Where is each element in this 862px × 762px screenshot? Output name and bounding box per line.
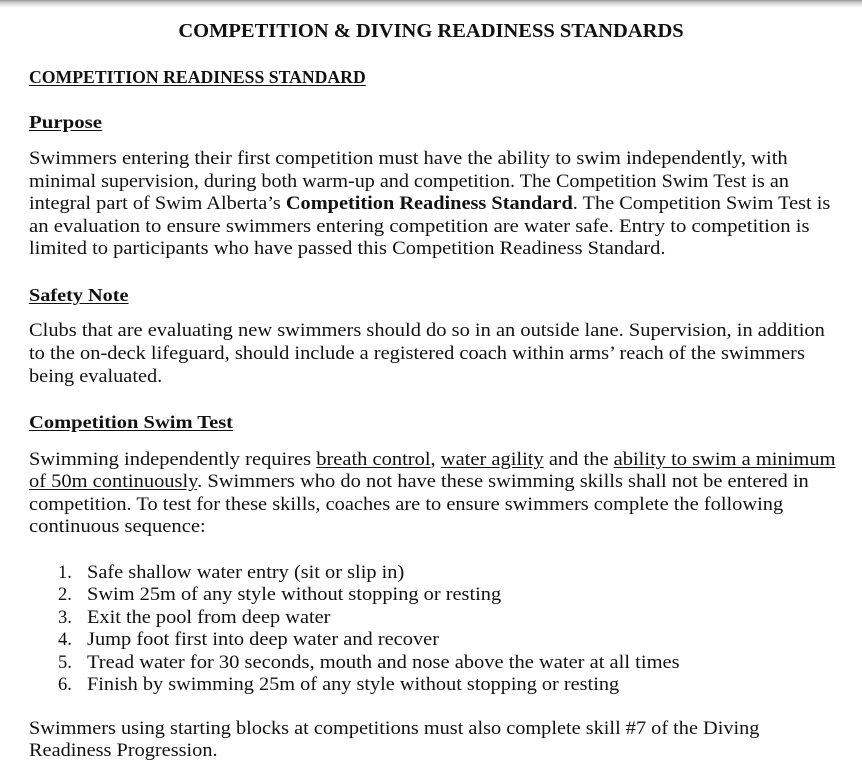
safety-note-line: being evaluated. (29, 367, 163, 387)
viewer-top-shadow (0, 0, 862, 8)
purpose-line: an evaluation to ensure swimmers entering competition are water safe. Entry to competition is (29, 217, 810, 237)
safety-note-line: to the on-deck lifeguard, should include a registered coach within arms’ reach of the swimmers (29, 344, 805, 364)
purpose-line: Swimmers entering their first competition must have the ability to swim independently, with (29, 149, 788, 169)
section-heading: COMPETITION READINESS STANDARD (29, 67, 366, 87)
swim-test-text: . Swimmers who do not have these swimming skills shall not be entered in (197, 472, 809, 492)
purpose-line: limited to participants who have passed this Competition Readiness Standard. (29, 239, 666, 259)
list-item-text: Exit the pool from deep water (87, 608, 331, 628)
purpose-text: integral part of Swim Alberta’s (29, 194, 286, 214)
list-item-number: 4. (58, 630, 72, 650)
list-item-text: Safe shallow water entry (sit or slip in) (87, 563, 405, 583)
safety-note-heading: Safety Note (29, 285, 129, 305)
list-item-text: Tread water for 30 seconds, mouth and nose above the water at all times (87, 653, 680, 673)
swim-test-line: continuous sequence: (29, 517, 206, 537)
ability-swim-underlined: ability to swim a minimum (613, 450, 836, 470)
document-title: COMPETITION & DIVING READINESS STANDARDS (178, 20, 684, 42)
list-item-text: Swim 25m of any style without stopping or resting (87, 585, 502, 605)
swim-test-heading: Competition Swim Test (29, 412, 234, 432)
list-item-text: Jump foot first into deep water and recover (87, 630, 440, 650)
swim-test-line (29, 449, 836, 471)
swim-test-text: Swimming independently requires (29, 450, 317, 470)
list-item-number: 1. (58, 563, 72, 583)
list-item-number: 6. (58, 675, 72, 695)
list-item-number: 5. (58, 653, 72, 673)
purpose-line: minimal supervision, during both warm-up and competition. The Competition Swim Test is an (29, 172, 789, 192)
purpose-heading: Purpose (29, 112, 102, 132)
swim-test-text: , (430, 450, 441, 470)
safety-note-line: Clubs that are evaluating new swimmers should do so in an outside lane. Supervision, in addition (29, 321, 825, 341)
breath-control-underlined: breath control (316, 450, 431, 470)
list-item-text: Finish by swimming 25m of any style without stopping or resting (87, 675, 620, 695)
closing-line: Swimmers using starting blocks at competitions must also complete skill #7 of the Diving (29, 719, 760, 739)
standard-name-bold: Competition Readiness Standard (285, 194, 573, 214)
water-agility-underlined: water agility (440, 450, 544, 470)
swim-test-text: and the (543, 450, 614, 470)
purpose-line (29, 193, 830, 215)
purpose-text: . The Competition Swim Test is (572, 194, 831, 214)
list-item-number: 2. (58, 585, 72, 605)
list-item-number: 3. (58, 608, 72, 628)
closing-line: Readiness Progression. (29, 741, 218, 761)
swim-test-line (29, 471, 809, 493)
swim-test-line: competition. To test for these skills, coaches are to ensure swimmers complete the following (29, 495, 784, 515)
fifty-m-underlined: of 50m continuously (29, 472, 198, 492)
